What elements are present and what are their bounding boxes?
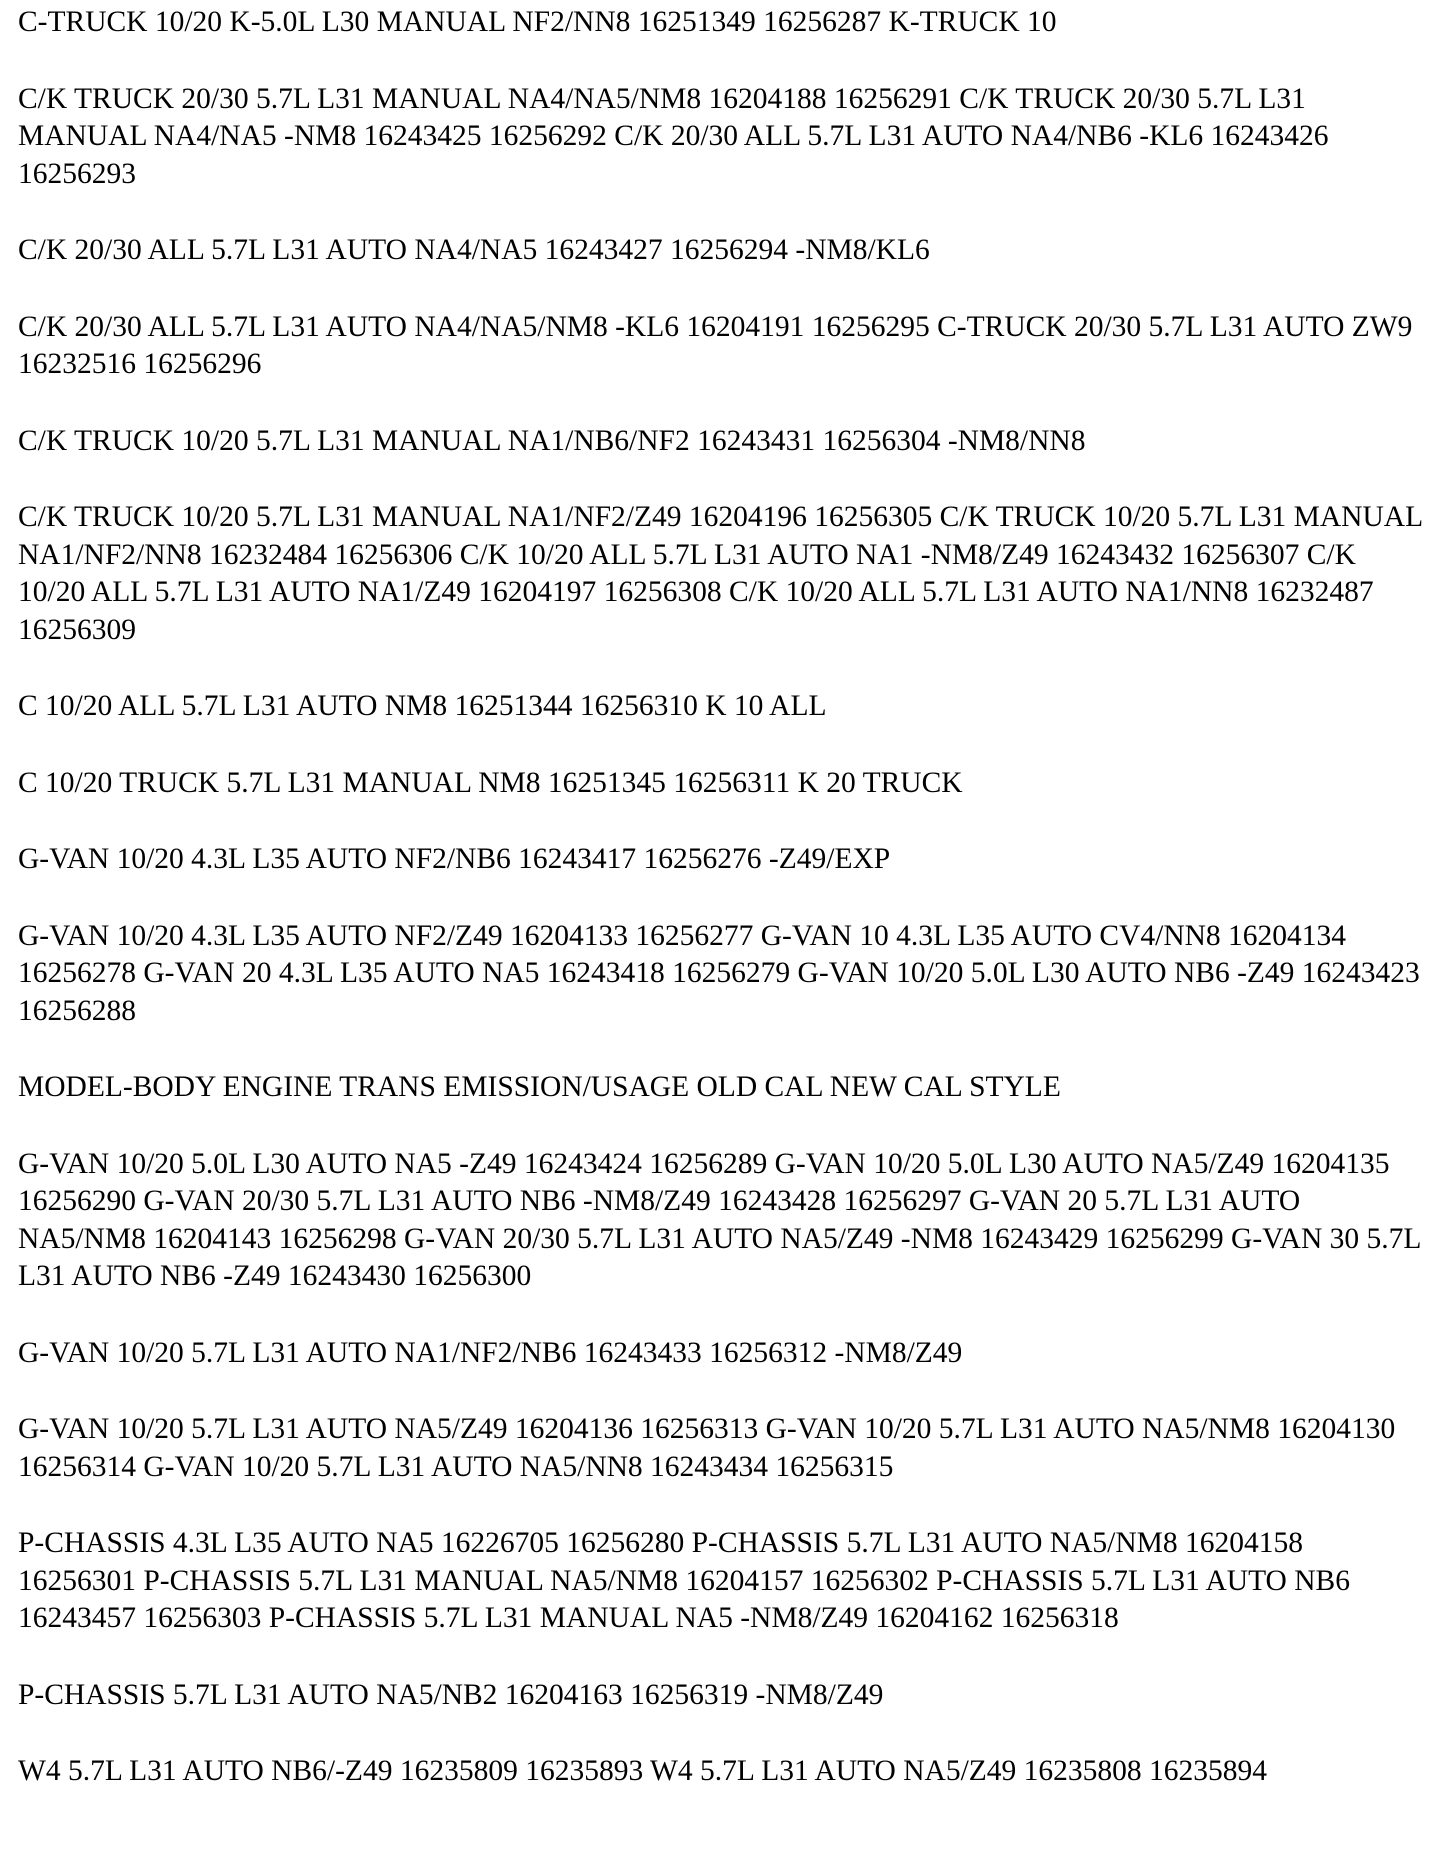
paragraph-g-van-5-7l-na5: G-VAN 10/20 5.7L L31 AUTO NA5/Z49 16204136 16256313 G-VAN 10/20 5.7L L31 AUTO NA5/NM8 16204130 16256314 G-VAN 10/20 5.7L L31 AUTO NA5/NN8 16243434 16256315 xyxy=(18,1413,1396,1483)
paragraph-g-van-5-0l-5-7l: G-VAN 10/20 5.0L L30 AUTO NA5 -Z49 16243424 16256289 G-VAN 10/20 5.0L L30 AUTO NA5/Z49 16204135 16256290 G-VAN 20/30 5.7L L31 AUTO NB6 -NM8/Z49 16243428 16256297 G-VAN 20 5.7L L31 AUTO NA5/NM8 16204143 16256298 G-VAN 20/30 5.7L L31 AUTO NA5/Z49 -NM8 16243429 16256299 G-VAN 30 5.7L L31 AUTO NB6 -Z49 16243430 16256300 xyxy=(18,1147,1421,1292)
paragraph-g-van-4-3l-z49: G-VAN 10/20 4.3L L35 AUTO NF2/Z49 16204133 16256277 G-VAN 10 4.3L L35 AUTO CV4/NN8 16204134 16256278 G-VAN 20 4.3L L35 AUTO NA5 16243418 16256279 G-VAN 10/20 5.0L L30 AUTO NB6 -Z49 16243423 16256288 xyxy=(18,919,1420,1027)
paragraph-ck-20-30-auto-nm8: C/K 20/30 ALL 5.7L L31 AUTO NA4/NA5/NM8 -KL6 16204191 16256295 C-TRUCK 20/30 5.7L L31 AUTO ZW9 16232516 16256296 xyxy=(18,310,1413,380)
paragraph-c-10-20-truck-manual: C 10/20 TRUCK 5.7L L31 MANUAL NM8 16251345 16256311 K 20 TRUCK xyxy=(18,766,963,799)
document-page xyxy=(18,4,1422,1791)
paragraph-p-chassis-nb2: P-CHASSIS 5.7L L31 AUTO NA5/NB2 16204163 16256319 -NM8/Z49 xyxy=(18,1678,884,1711)
paragraph-g-van-5-7l-nb6: G-VAN 10/20 5.7L L31 AUTO NA1/NF2/NB6 16243433 16256312 -NM8/Z49 xyxy=(18,1336,963,1369)
paragraph-c-truck-10-20: C-TRUCK 10/20 K-5.0L L30 MANUAL NF2/NN8 16251349 16256287 K-TRUCK 10 xyxy=(18,6,1057,38)
paragraph-c-10-20-all-auto: C 10/20 ALL 5.7L L31 AUTO NM8 16251344 16256310 K 10 ALL xyxy=(18,690,827,722)
paragraph-p-chassis: P-CHASSIS 4.3L L35 AUTO NA5 16226705 16256280 P-CHASSIS 5.7L L31 AUTO NA5/NM8 16204158 16256301 P-CHASSIS 5.7L L31 MANUAL NA5/NM8 16204157 16256302 P-CHASSIS 5.7L L31 AUTO NB6 16243457 16256303 P-CHASSIS 5.7L L31 MANUAL NA5 -NM8/Z49 16204162 16256318 xyxy=(18,1527,1350,1634)
paragraph-ck-truck-10-20-manual-z49: C/K TRUCK 10/20 5.7L L31 MANUAL NA1/NF2/Z49 16204196 16256305 C/K TRUCK 10/20 5.7L L31 MANUAL NA1/NF2/NN8 16232484 16256306 C/K 10/20 ALL 5.7L L31 AUTO NA1 -NM8/Z49 16243432 16256307 C/K 10/20 ALL 5.7L L31 AUTO NA1/Z49 16204197 16256308 C/K 10/20 ALL 5.7L L31 AUTO NA1/NN8 16232487 16256309 xyxy=(18,501,1423,646)
paragraph-ck-20-30-auto-na4-na5: C/K 20/30 ALL 5.7L L31 AUTO NA4/NA5 16243427 16256294 -NM8/KL6 xyxy=(18,234,930,266)
paragraph-g-van-4-3l-nb6: G-VAN 10/20 4.3L L35 AUTO NF2/NB6 16243417 16256276 -Z49/EXP xyxy=(18,843,891,875)
paragraph-column-header: MODEL-BODY ENGINE TRANS EMISSION/USAGE OLD CAL NEW CAL STYLE xyxy=(18,1071,1061,1103)
paragraph-ck-truck-20-30-manual: C/K TRUCK 20/30 5.7L L31 MANUAL NA4/NA5/NM8 16204188 16256291 C/K TRUCK 20/30 5.7L L31 MANUAL NA4/NA5 -NM8 16243425 16256292 C/K 20/30 ALL 5.7L L31 AUTO NA4/NB6 -KL6 16243426 16256293 xyxy=(18,82,1329,190)
paragraph-w4: W4 5.7L L31 AUTO NB6/-Z49 16235809 16235893 W4 5.7L L31 AUTO NA5/Z49 16235808 16235894 xyxy=(18,1755,1268,1787)
paragraph-ck-truck-10-20-manual-nb6: C/K TRUCK 10/20 5.7L L31 MANUAL NA1/NB6/NF2 16243431 16256304 -NM8/NN8 xyxy=(18,424,1086,457)
